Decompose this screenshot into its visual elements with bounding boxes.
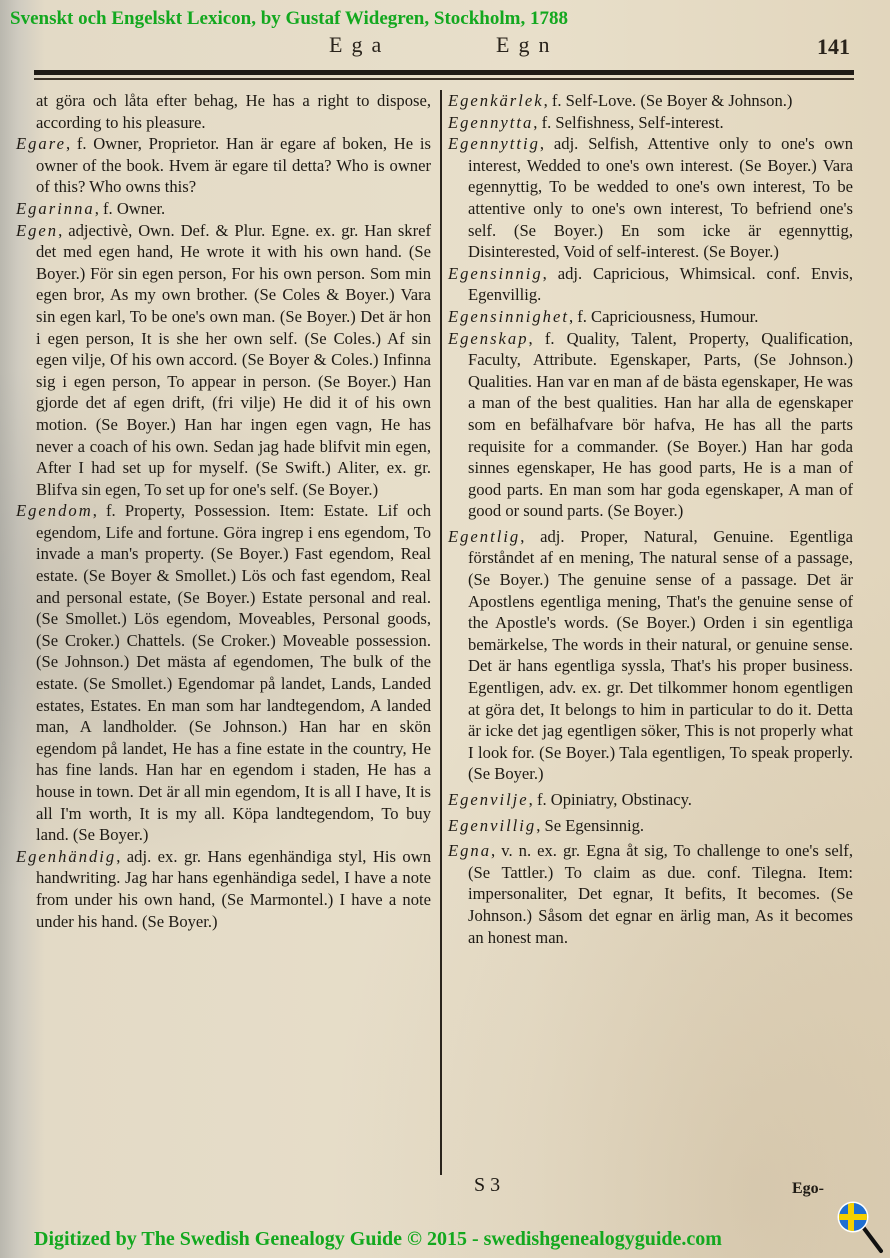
headword: Egensinnighet [448, 306, 569, 326]
entry-text: , f. Owner. [94, 198, 166, 218]
running-head-left: Ega [329, 32, 391, 57]
header-rule-thin [34, 78, 854, 80]
left-column [16, 90, 431, 932]
entry-egenkarlek [448, 90, 853, 112]
headword: Egna [448, 841, 492, 861]
entry-egennytta [448, 112, 853, 134]
entry-text: , f. Property, Possession. Item: Estate. Lif och egendom, Life and fortune. Göra ingrep i ens egendom, To invade a man's property. (Se Boyer.) Fast egendom, Real estate. (Se Boyer & Smollet.) Lös och fast egendom, Real and personal estate, (Se Boyer.) Estate personal and real. (Se Smollet.) Lös egendom, Moveables, Personal goods, (Se Croker.) Chattels. (Se Croker.) Moveable possession. (Se Johnson.) Det mästa af egendomen, The bulk of the estate. (Se Smollet.) Egendomar på landet, Lands, Landed estates, Estates. En man som har landtegendom, A landed man, A landholder. (Se Johnson.) Han har en skön egendom på landet, He has a fine estate in the country, He has fine lands. Han har en egendom i staden, He has a house in town. Det är all min egendom, It is all I have, It is all I'm worth, It is my all. Köpa landtegendom, To buy land. (Se Boyer.) [36, 501, 431, 845]
entry-egendom [16, 500, 431, 846]
entry-text: at göra och låta efter behag, He has a right to dispose, according to his pleasure. [36, 91, 431, 132]
swedish-flag-magnifier-icon [836, 1200, 886, 1255]
headword: Egentlig [448, 526, 521, 546]
entry-text: , adj. Selfish, Attentive only to one's own interest, Wedded to one's own interest. (Se Boyer.) Vara egennyttig, To be wedded to one's own interest, To be attentive only to one's own interest, To befriend one's self. (Se Boyer.) En som icke är egennyttig, Disinterested, Void of self-interest. (Se Boyer.) [468, 134, 853, 262]
right-column [448, 90, 853, 948]
entry-egenhandig [16, 846, 431, 932]
headword: Egennytta [448, 112, 534, 132]
entry-text: , adjectivè, Own. Def. & Plur. Egne. ex. gr. Han skref det med egen hand, He wrote it with his own hand. (Se Boyer.) För sin egen person, For his own person. Som min egen bror, As my own brother. (Se Coles & Boyer.) Vara sin egen karl, To be one's own man. (Se Boyer.) Det är hon i egen person, It is she her own self. (Se Coles.) Af sin egen vilje, Of his own accord. (Se Boyer & Coles.) Infinna sig i egen person, To appear in person. (Se Boyer.) Han gjorde det af egen drift, (fri vilje) He did it of his own motion. (Se Boyer.) Han har ingen egen vagn, He has never a coach of his own. Sedan jag hade blifvit min egen, After I had set up for myself. (Se Swift.) Aliter, ex. gr. Blifva sin egen, To set up for one's self. (Se Boyer.) [36, 220, 431, 499]
entry-continuation [16, 90, 431, 133]
headword: Egenskap [448, 328, 529, 348]
entry-text: , f. Capriciousness, Humour. [568, 306, 759, 326]
headword: Egenhändig [16, 846, 117, 866]
entry-egennyttig [448, 133, 853, 263]
entry-text: , f. Owner, Proprietor. Han är egare af boken, He is owner of the book. Hvem är egare til detta? Who is owner of this? Who owns this? [36, 134, 431, 197]
headword: Egarinna [16, 198, 95, 218]
entry-egensinnig [448, 263, 853, 306]
digitized-by-watermark: Digitized by The Swedish Genealogy Guide © 2015 - swedishgenealogyguide.com [34, 1228, 722, 1250]
headword: Egare [16, 134, 66, 154]
headword: Egensinnig [448, 263, 543, 283]
entry-egentlig [448, 526, 853, 785]
entry-text: , adj. ex. gr. Hans egenhändiga styl, His own handwriting. Jag har hans egenhändiga sedel, I have a note from under his own hand, (Se Marmontel.) I have a note under his hand. (Se Boyer.) [36, 846, 431, 931]
headword: Egenkärlek [448, 91, 544, 110]
printer-signature-mark: S 3 [474, 1174, 501, 1196]
title-watermark: Svenskt och Engelskt Lexicon, by Gustaf Widegren, Stockholm, 1788 [10, 8, 568, 29]
headword: Egenvilje [448, 790, 529, 809]
headword: Egendom [16, 501, 93, 521]
entry-egen [16, 220, 431, 501]
headword: Egennyttig [448, 134, 540, 154]
catchword: Ego- [792, 1180, 824, 1197]
entry-egensinnighet [448, 306, 853, 328]
entry-text: , Se Egensinnig. [536, 815, 645, 835]
entry-text: , f. Self-Love. (Se Boyer & Johnson.) [543, 91, 793, 110]
entry-egare [16, 133, 431, 198]
header-rule-thick [34, 70, 854, 75]
entry-egenskap [448, 328, 853, 522]
column-divider [440, 90, 442, 1175]
entry-text: , v. n. ex. gr. Egna åt sig, To challenge to one's self, (Se Tattler.) To claim as due. conf. Tilegna. Item: impersonaliter, Det egnar, It befits, It becomes. (Se Johnson.) Såsom det egnar en ärlig man, As it becomes an honest man. [468, 841, 853, 947]
entry-text: , f. Selfishness, Self-interest. [533, 112, 724, 132]
entry-egarinna [16, 198, 431, 220]
running-head-right: Egn [496, 32, 559, 57]
entry-text: , adj. Capricious, Whimsical. conf. Envis, Egenvillig. [468, 263, 853, 305]
entry-text: , f. Opiniatry, Obstinacy. [528, 790, 692, 809]
entry-egna [448, 840, 853, 948]
entry-text: , adj. Proper, Natural, Genuine. Egentliga förståndet af en mening, The natural sense of a passage, (Se Boyer.) The genuine sense of a passage. Det är Apostlens egentliga mening, That's the genuine sense of the Apostle's words. (Se Boyer.) Orden i sin egentliga bemärkelse, The words in their natural, or genuine sense. Det är hans egentliga syssla, That's his proper business. Egentligen, adv. ex. gr. Det tilkommer honom egentligen at göra det, It belongs to him in particular to do it. Detta är icke det jag egentligen söker, This is not properly what I look for. (Se Boyer.) Tala egentligen, To speak properly. (Se Boyer.) [468, 526, 853, 784]
headword: Egen [16, 220, 59, 240]
page-number: 141 [817, 34, 850, 59]
entry-egenvillig [448, 815, 853, 837]
headword: Egenvillig [448, 815, 537, 835]
entry-text: , f. Quality, Talent, Property, Qualification, Faculty, Attribute. Egenskaper, Parts, (Se Johnson.) Qualities. Han var en man af de bästa egenskaper, He was a man of the best qualities. Han har alla de egenskaper som en befälhafvare bör hafva, He has all the parts requisite for a commander. (Se Boyer.) Han har goda sinnes egenskaper, He has good parts, He is a man of good parts. En man som har goda egenskaper, A man of good or sound parts. (Se Boyer.) [468, 328, 853, 521]
entry-egenvilje [448, 789, 853, 811]
